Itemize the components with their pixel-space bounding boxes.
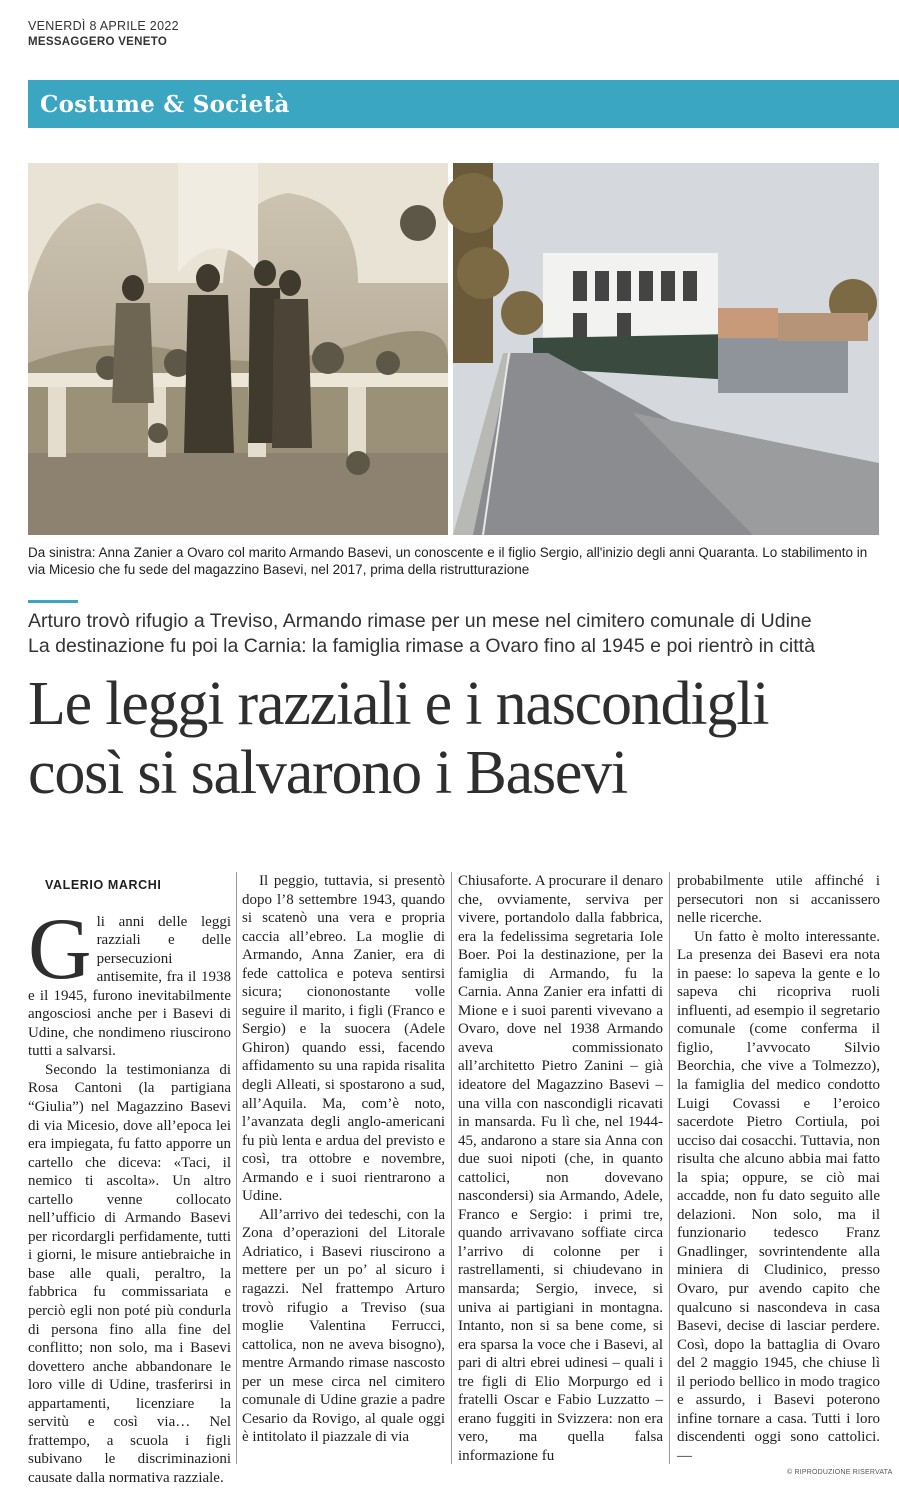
drop-cap: G <box>28 900 92 998</box>
paragraph <box>28 900 231 1061</box>
paragraph: probabilmente utile affinché i persecutori non si accanissero nelle ricerche. <box>677 873 880 927</box>
byline: VALERIO MARCHI <box>45 878 162 892</box>
article-column-3 <box>458 872 663 1468</box>
accent-rule <box>28 600 78 603</box>
column-divider <box>451 872 452 1464</box>
section-title: Costume & Società <box>40 90 290 118</box>
historical-photo-icon <box>28 163 448 535</box>
newspaper-name: MESSAGGERO VENETO <box>28 36 168 48</box>
headline-line-2: così si salvarono i Basevi <box>28 739 628 807</box>
column-divider <box>236 872 237 1464</box>
copyright-notice: © RIPRODUZIONE RISERVATA <box>787 1469 893 1476</box>
publication-date: VENERDÌ 8 APRILE 2022 <box>28 19 179 33</box>
paragraph-text: li anni delle leggi razziali e delle persecuzioni antisemite, fra il 1938 e il 1945, furono inevitabilmente angosciosi anche per i Basevi di Udine, che nondimeno riuscirono tutti a salvarsi. <box>28 913 231 1060</box>
column-divider <box>669 872 670 1464</box>
paragraph: Secondo la testimonianza di Rosa Cantoni (la partigiana “Giulia”) nel Magazzino Basevi di via Micesio, dove all’epoca lei era impiegata, fu fatto apporre un cartello che diceva: «Taci, il nemico ti ascolta». Un altro cartello venne collocato nell’ufficio di Armando Basevi per ricordargli perfidamente, tutti i giorni, le misure antiebraiche in base alle quali, peraltro, la fabbrica fu commissariata e perciò egli non poté più condurla di persona fino alla fine del conflitto; non solo, ma i Basevi dovettero anche abbandonare le loro ville di Udine, trasferirsi in appartamenti, licenziare la servitù e così via… Nel frattempo, a scuola i figli subivano le discriminazioni causate dalla normativa razziale. <box>28 1061 231 1486</box>
street-photo-icon <box>453 163 879 535</box>
article-column-4 <box>677 872 880 1468</box>
kicker-line-2: La destinazione fu poi la Carnia: la famiglia rimase a Ovaro fino al 1945 e poi rientrò in città <box>28 635 815 657</box>
headline-line-1: Le leggi razziali e i nascondigli <box>28 670 769 738</box>
headline <box>28 670 888 808</box>
kicker-line-1: Arturo trovò rifugio a Treviso, Armando rimase per un mese nel cimitero comunale di Udine <box>28 610 812 632</box>
article-column-1 <box>28 872 231 1486</box>
section-header-bar <box>28 80 899 128</box>
photo-caption: Da sinistra: Anna Zanier a Ovaro col marito Armando Basevi, un conoscente e il figlio Sergio, all'inizio degli anni Quaranta. Lo stabilimento in via Micesio che fu sede del magazzino Basevi, nel 2017, prima della ristrutturazione <box>28 545 868 577</box>
dateline <box>28 18 179 50</box>
historical-photo <box>28 163 448 535</box>
paragraph: Un fatto è molto interessante. La presenza dei Basevi era nota in paese: lo sapeva la gente e lo sapeva chi ricopriva ruoli influenti, ad esempio il segretario comunale (come conferma il figlio, l’avvocato Silvio Beorchia, che vive a Tolmezzo), la famiglia del medico condotto Luigi Covassi e l’eroico sacerdote Pietro Cortiula, poi ucciso dai cosacchi. Tuttavia, non risulta che alcuno abbia mai fatto la spia; oppure, se ciò mai accadde, non fu dato seguito alle delazioni. Non solo, ma il funzionario tedesco Franz Gnadlinger, sovrintendente alla miniera di Cludinico, presso Ovaro, pur avendo capito che qualcuno si nascondeva in casa Basevi, decise di lasciar perdere. Così, dopo la battaglia di Ovaro del 2 maggio 1945, che chiuse lì il periodo bellico in modo tragico e assurdo, i Basevi poterono infine tornare a casa. Tutti i loro discendenti oggi sono cattolici. — <box>677 928 880 1464</box>
paragraph: Chiusaforte. A procurare il denaro che, ovviamente, serviva per vivere, portandolo dalla fabbrica, era la fedelissima segretaria Iole Boer. Poi la destinazione, per la famiglia di Armando, fu la Carnia. Anna Zanier era infatti di Mione e i suoi parenti vivevano a Ovaro, dove nel 1938 Armando aveva commissionato all’architetto Pietro Zanini – già ideatore del Magazzino Basevi – una villa con nascondigli ricavati in mansarda. Fu lì che, nel 1944-45, andarono a stare sia Anna con due suoi nipoti (che, in quanto cattolici, non dovevano nascondersi) sia Armando, Adele, Franco e Sergio: i primi tre, quando arrivavano soffiate circa l’arrivo di colonne per i rastrellamenti, si chiudevano in mansarda; Sergio, invece, si univa ai partigiani in montagna. Intanto, non si sa bene come, si era sparsa la voce che i Basevi, al pari di altri ebrei udinesi – quali i tre figli di Elio Morpurgo ed i fratelli Oscar e Fabio Luzzatto – erano fuggiti in Svizzera: non era vero, ma quella falsa informazione fu <box>458 873 663 1464</box>
kicker <box>28 609 888 659</box>
paragraph: All’arrivo dei tedeschi, con la Zona d’operazioni del Litorale Adriatico, i Basevi riuscirono a mettere per un po’ al sicuro i ragazzi. Nel frattempo Arturo trovò rifugio a Treviso (sua moglie Valentina Ferrucci, cattolica, non ne aveva bisogno), mentre Armando rimase nascosto per un mese circa nel cimitero comunale di Udine grazie a padre Cesario da Rovigo, al quale oggi è intitolato il piazzale di via <box>242 1206 445 1446</box>
paragraph: Il peggio, tuttavia, si presentò dopo l’8 settembre 1943, quando si scatenò una vera e propria caccia all’ebreo. La moglie di Armando, Anna Zanier, era di fede cattolica e poteva sentirsi sicura; ciononostante volle seguire il marito, i figli (Franco e Sergio) e la suocera (Adele Ghiron) quando essi, facendo affidamento su una rapida risalita degli Alleati, si spostarono a sud, all’Aquila. Ma, com’è noto, l’avanzata degli anglo-americani fu più lenta e ardua del previsto e così, tra ottobre e novembre, Armando e i suoi rientrarono a Udine. <box>242 873 445 1205</box>
street-photo <box>453 163 879 535</box>
article-column-2 <box>242 872 445 1468</box>
